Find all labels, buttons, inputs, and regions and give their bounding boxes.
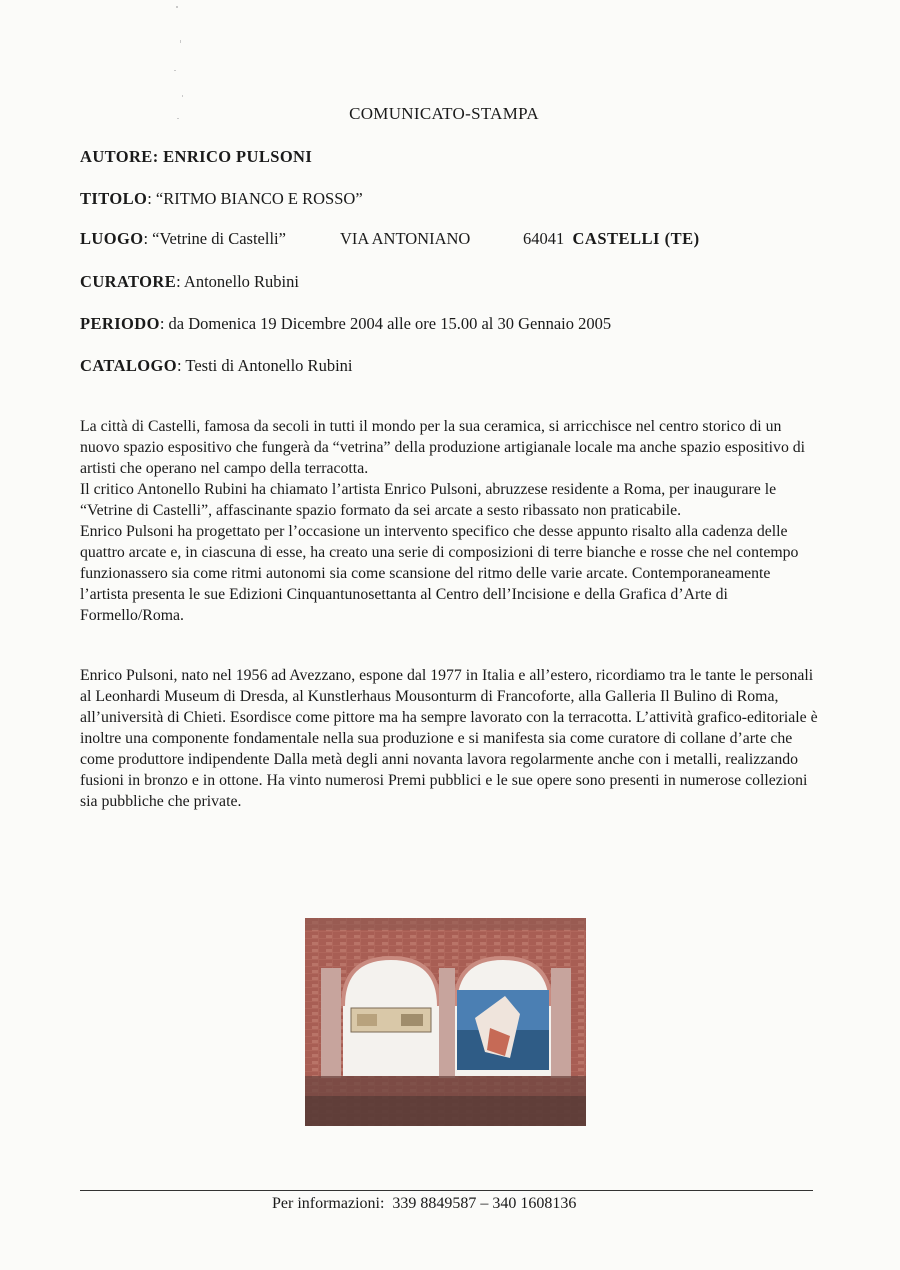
- curatore-label: CURATORE: [80, 272, 177, 291]
- document-title: COMUNICATO-STAMPA: [349, 104, 539, 123]
- field-curatore: [80, 272, 299, 292]
- footer-contact: [272, 1195, 576, 1213]
- biography-paragraph: [80, 665, 820, 812]
- field-titolo: [80, 189, 363, 209]
- luogo-city: CASTELLI (TE): [572, 229, 700, 248]
- footer-divider: [80, 1190, 813, 1191]
- catalogo-value: : Testi di Antonello Rubini: [177, 356, 353, 375]
- paragraph: Enrico Pulsoni, nato nel 1956 ad Avezzano, espone dal 1977 in Italia e all’estero, ricordiamo tra le tante le personali al Leonhardi Museum di Dresda, al Kunstlerhaus Mousonturm di Francoforte, alla Galleria Il Bulino di Roma, all’università di Chieti. Esordisce come pittore ma ha sempre lavorato con la terracotta. L’attività grafico-editoriale è inoltre una componente fondamentale nella sua produzione e si manifesta sia come curatore di collane d’arte che come produttore indipendente Dalla metà degli anni novanta lavora regolarmente anche con i metalli, realizzando fusioni in bronzo e in ottone. Ha vinto numerosi Premi pubblici e le sue opere sono presenti in numerose collezioni sia pubbliche che private.: [80, 667, 818, 810]
- luogo-via: VIA ANTONIANO: [340, 229, 471, 248]
- titolo-label: TITOLO: [80, 189, 148, 208]
- luogo-cap-city: [523, 229, 700, 249]
- paragraph: Enrico Pulsoni ha progettato per l’occasione un intervento specifico che desse appunto risalto alla cadenza delle quattro arcate e, in ciascuna di esse, ha creato una serie di composizioni di terre bianche e rosse che nel contempo funzionassero sia come ritmi autonomi sia come scansione del ritmo delle varie arcate. Contemporaneamente l’artista presenta le sue Edizioni Cinquantunosettanta al Centro dell’Incisione e della Grafica d’Arte di Formello/Roma.: [80, 523, 799, 624]
- field-autore: [80, 147, 312, 167]
- catalogo-label: CATALOGO: [80, 356, 178, 375]
- autore-label: AUTORE: ENRICO PULSONI: [80, 147, 313, 166]
- intro-paragraphs: [80, 416, 820, 626]
- titolo-value: : “RITMO BIANCO E ROSSO”: [147, 189, 363, 208]
- paragraph: Il critico Antonello Rubini ha chiamato l’artista Enrico Pulsoni, abruzzese residente a Roma, per inaugurare le “Vetrine di Castelli”, affascinante spazio formato da sei arcate a sesto ribassato non praticabile.: [80, 481, 777, 519]
- footer-label: Per informazioni:: [272, 1195, 385, 1212]
- field-periodo: [80, 314, 611, 334]
- arcade-illustration: [305, 918, 586, 1126]
- luogo-label: LUOGO: [80, 229, 144, 248]
- field-luogo: [80, 229, 286, 249]
- paragraph: La città di Castelli, famosa da secoli in tutti il mondo per la sua ceramica, si arricchisce nel centro storico di un nuovo spazio espositivo che fungerà da “vetrina” della produzione artigianale locale ma anche spazio espositivo di artisti che operano nel campo della terracotta.: [80, 418, 806, 477]
- periodo-value: : da Domenica 19 Dicembre 2004 alle ore 15.00 al 30 Gennaio 2005: [159, 314, 612, 333]
- luogo-cap: 64041: [523, 229, 565, 248]
- periodo-label: PERIODO: [80, 314, 160, 333]
- field-catalogo: [80, 356, 352, 376]
- luogo-value: : “Vetrine di Castelli”: [143, 229, 286, 248]
- exhibition-photo: [305, 918, 586, 1126]
- curatore-value: : Antonello Rubini: [176, 272, 299, 291]
- footer-phones: 339 8849587 – 340 1608136: [392, 1195, 577, 1212]
